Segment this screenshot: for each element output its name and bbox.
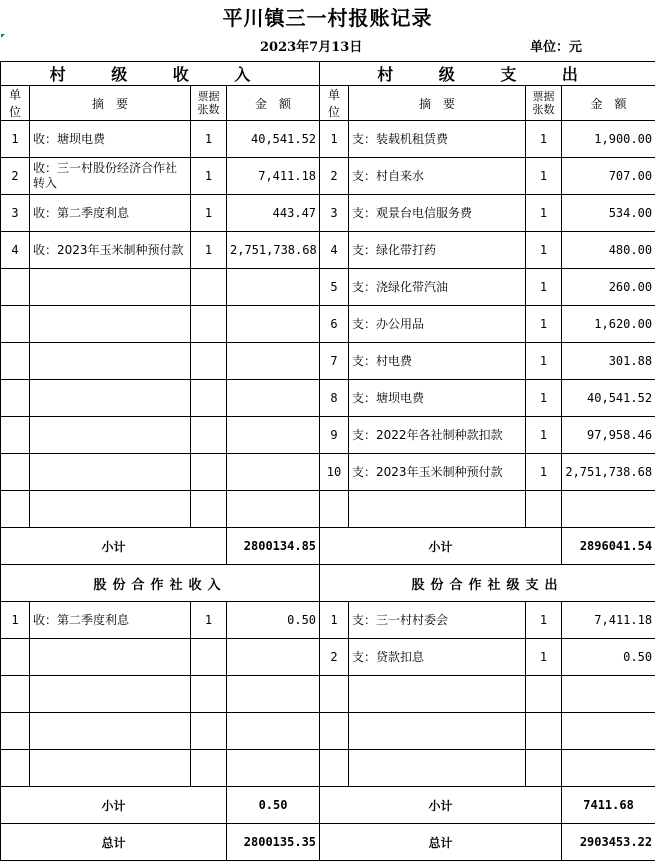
- income-row-number: 2: [1, 158, 30, 195]
- coop-ledger-body: [1, 602, 655, 787]
- income-row-receipt-count: [191, 417, 227, 454]
- income-row-description: 收：第二季度利息: [30, 602, 191, 639]
- table-row: [1, 639, 655, 676]
- cell-marker-icon: [1, 34, 5, 38]
- coop-income-title: 股份合作社收入: [1, 565, 320, 602]
- income-row-amount: [227, 306, 320, 343]
- income-row-number: [1, 306, 30, 343]
- subtotal-label: 小计: [1, 787, 227, 824]
- expense-row-amount: 301.88: [562, 343, 655, 380]
- income-row-number: [1, 713, 30, 750]
- village-expense-title: 村 级 支 出: [320, 62, 655, 86]
- expense-row-receipt-count: 1: [526, 454, 562, 491]
- currency-unit: 单位：元: [530, 36, 582, 60]
- expense-row-receipt-count: 1: [526, 417, 562, 454]
- col-unit-header: 单位: [320, 86, 349, 121]
- income-row-receipt-count: 1: [191, 195, 227, 232]
- income-row-number: [1, 639, 30, 676]
- income-row-number: [1, 491, 30, 528]
- table-row: [1, 417, 655, 454]
- expense-row-receipt-count: [526, 750, 562, 787]
- income-row-amount: [227, 491, 320, 528]
- expense-row-number: [320, 750, 349, 787]
- income-row-number: [1, 676, 30, 713]
- table-row: [1, 269, 655, 306]
- expense-row-receipt-count: 1: [526, 639, 562, 676]
- expense-row-number: 10: [320, 454, 349, 491]
- expense-row-amount: 2,751,738.68: [562, 454, 655, 491]
- coop-subtotal-row: [1, 787, 655, 824]
- income-row-receipt-count: [191, 343, 227, 380]
- table-row: [1, 232, 655, 269]
- expense-row-number: 4: [320, 232, 349, 269]
- expense-row-amount: 97,958.46: [562, 417, 655, 454]
- income-row-description: [30, 269, 191, 306]
- income-row-description: [30, 713, 191, 750]
- expense-row-amount: 0.50: [562, 639, 655, 676]
- income-row-receipt-count: [191, 454, 227, 491]
- table-row: [1, 121, 655, 158]
- income-row-number: [1, 269, 30, 306]
- income-row-number: [1, 417, 30, 454]
- income-row-number: 4: [1, 232, 30, 269]
- col-amount-header: 金 额: [562, 86, 655, 121]
- col-desc-header: 摘 要: [349, 86, 526, 121]
- subtotal-label: 小计: [320, 787, 562, 824]
- expense-row-amount: [562, 491, 655, 528]
- income-row-amount: [227, 269, 320, 306]
- table-row: [1, 602, 655, 639]
- expense-row-number: [320, 491, 349, 528]
- income-row-description: 收：第二季度利息: [30, 195, 191, 232]
- income-row-number: 1: [1, 121, 30, 158]
- subtotal-label: 小计: [320, 528, 562, 565]
- income-total-value: 2800135.35: [227, 824, 320, 861]
- income-row-receipt-count: 1: [191, 232, 227, 269]
- income-row-amount: [227, 380, 320, 417]
- expense-total-value: 2903453.22: [562, 824, 655, 861]
- income-row-receipt-count: [191, 750, 227, 787]
- expense-row-number: 2: [320, 158, 349, 195]
- expense-row-receipt-count: 1: [526, 343, 562, 380]
- expense-row-description: 支：2022年各社制种款扣款: [349, 417, 526, 454]
- income-row-description: 收：三一村股份经济合作社转入: [30, 158, 191, 195]
- total-label: 总计: [1, 824, 227, 861]
- expense-row-amount: [562, 676, 655, 713]
- expense-row-receipt-count: [526, 491, 562, 528]
- expense-row-description: 支：装载机租赁费: [349, 121, 526, 158]
- income-row-amount: [227, 713, 320, 750]
- section-header-row: [1, 62, 655, 86]
- income-row-amount: [227, 750, 320, 787]
- table-row: [1, 195, 655, 232]
- expense-row-amount: [562, 750, 655, 787]
- expense-row-receipt-count: [526, 676, 562, 713]
- expense-row-number: 8: [320, 380, 349, 417]
- expense-subtotal-value: 2896041.54: [562, 528, 655, 565]
- expense-row-description: 支：浇绿化带汽油: [349, 269, 526, 306]
- income-row-amount: 443.47: [227, 195, 320, 232]
- expense-row-amount: 40,541.52: [562, 380, 655, 417]
- income-row-receipt-count: [191, 713, 227, 750]
- expense-row-receipt-count: 1: [526, 269, 562, 306]
- expense-row-amount: [562, 713, 655, 750]
- expense-row-amount: 1,900.00: [562, 121, 655, 158]
- income-subtotal-value: 2800134.85: [227, 528, 320, 565]
- income-row-receipt-count: [191, 269, 227, 306]
- income-row-description: 收：塘坝电费: [30, 121, 191, 158]
- income-row-number: 3: [1, 195, 30, 232]
- col-unit-header: 单位: [1, 86, 30, 121]
- expense-row-amount: 534.00: [562, 195, 655, 232]
- expense-row-amount: 7,411.18: [562, 602, 655, 639]
- income-row-description: [30, 417, 191, 454]
- table-row: [1, 343, 655, 380]
- income-row-amount: 40,541.52: [227, 121, 320, 158]
- income-row-receipt-count: 1: [191, 602, 227, 639]
- income-row-receipt-count: 1: [191, 158, 227, 195]
- expense-row-description: [349, 491, 526, 528]
- page-title: 平川镇三一村报账记录: [0, 0, 655, 36]
- expense-row-number: 1: [320, 602, 349, 639]
- income-row-description: [30, 750, 191, 787]
- table-row: [1, 676, 655, 713]
- coop-expense-title: 股份合作社级支出: [320, 565, 655, 602]
- expense-row-number: 9: [320, 417, 349, 454]
- income-row-receipt-count: [191, 306, 227, 343]
- income-row-amount: [227, 417, 320, 454]
- table-row: [1, 491, 655, 528]
- expense-row-number: 1: [320, 121, 349, 158]
- income-row-description: [30, 306, 191, 343]
- expense-row-description: [349, 750, 526, 787]
- income-row-amount: [227, 454, 320, 491]
- table-row: [1, 454, 655, 491]
- village-subtotal-row: [1, 528, 655, 565]
- income-row-amount: [227, 343, 320, 380]
- expense-row-amount: 1,620.00: [562, 306, 655, 343]
- subtotal-label: 小计: [1, 528, 227, 565]
- table-row: [1, 380, 655, 417]
- expense-row-receipt-count: 1: [526, 195, 562, 232]
- village-income-title: 村 级 收 入: [1, 62, 320, 86]
- income-row-number: [1, 454, 30, 491]
- income-row-number: 1: [1, 602, 30, 639]
- income-row-receipt-count: 1: [191, 121, 227, 158]
- expense-row-number: [320, 713, 349, 750]
- income-row-description: [30, 491, 191, 528]
- expense-row-number: 6: [320, 306, 349, 343]
- coop-expense-subtotal-value: 7411.68: [562, 787, 655, 824]
- expense-row-description: 支：办公用品: [349, 306, 526, 343]
- income-row-amount: 2,751,738.68: [227, 232, 320, 269]
- total-label: 总计: [320, 824, 562, 861]
- expense-row-number: 2: [320, 639, 349, 676]
- income-row-amount: [227, 676, 320, 713]
- income-row-description: [30, 676, 191, 713]
- col-desc-header: 摘 要: [30, 86, 191, 121]
- coop-section-header-row: [1, 565, 655, 602]
- expense-row-description: 支：观景台电信服务费: [349, 195, 526, 232]
- expense-row-receipt-count: 1: [526, 602, 562, 639]
- expense-row-amount: 707.00: [562, 158, 655, 195]
- table-row: [1, 750, 655, 787]
- expense-row-description: 支：塘坝电费: [349, 380, 526, 417]
- income-row-description: [30, 639, 191, 676]
- income-row-description: [30, 380, 191, 417]
- report-date: 2023年7月13日: [260, 36, 362, 60]
- expense-row-amount: 480.00: [562, 232, 655, 269]
- expense-row-receipt-count: 1: [526, 380, 562, 417]
- expense-row-description: 支：村自来水: [349, 158, 526, 195]
- expense-row-number: [320, 676, 349, 713]
- coop-income-subtotal-value: 0.50: [227, 787, 320, 824]
- expense-row-receipt-count: [526, 713, 562, 750]
- income-row-number: [1, 380, 30, 417]
- expense-row-description: 支：贷款扣息: [349, 639, 526, 676]
- income-row-description: 收：2023年玉米制种预付款: [30, 232, 191, 269]
- village-ledger-body: [1, 121, 655, 528]
- total-row: [1, 824, 655, 861]
- expense-row-receipt-count: 1: [526, 232, 562, 269]
- expense-row-description: 支：村电费: [349, 343, 526, 380]
- table-row: [1, 306, 655, 343]
- income-row-receipt-count: [191, 491, 227, 528]
- ledger-table: [0, 61, 655, 861]
- income-row-receipt-count: [191, 676, 227, 713]
- income-row-receipt-count: [191, 380, 227, 417]
- expense-row-description: 支：三一村村委会: [349, 602, 526, 639]
- expense-row-receipt-count: 1: [526, 306, 562, 343]
- income-row-receipt-count: [191, 639, 227, 676]
- income-row-number: [1, 343, 30, 380]
- expense-row-description: [349, 713, 526, 750]
- table-row: [1, 713, 655, 750]
- expense-row-receipt-count: 1: [526, 121, 562, 158]
- col-count-header: 票据张数: [526, 86, 562, 121]
- expense-row-receipt-count: 1: [526, 158, 562, 195]
- expense-row-amount: 260.00: [562, 269, 655, 306]
- income-row-number: [1, 750, 30, 787]
- expense-row-number: 5: [320, 269, 349, 306]
- expense-row-number: 3: [320, 195, 349, 232]
- expense-row-number: 7: [320, 343, 349, 380]
- table-row: [1, 158, 655, 195]
- expense-row-description: 支：2023年玉米制种预付款: [349, 454, 526, 491]
- col-amount-header: 金 额: [227, 86, 320, 121]
- expense-row-description: 支：绿化带打药: [349, 232, 526, 269]
- income-row-amount: 0.50: [227, 602, 320, 639]
- column-header-row: [1, 86, 655, 121]
- col-count-header: 票据张数: [191, 86, 227, 121]
- income-row-amount: [227, 639, 320, 676]
- income-row-description: [30, 343, 191, 380]
- expense-row-description: [349, 676, 526, 713]
- income-row-amount: 7,411.18: [227, 158, 320, 195]
- income-row-description: [30, 454, 191, 491]
